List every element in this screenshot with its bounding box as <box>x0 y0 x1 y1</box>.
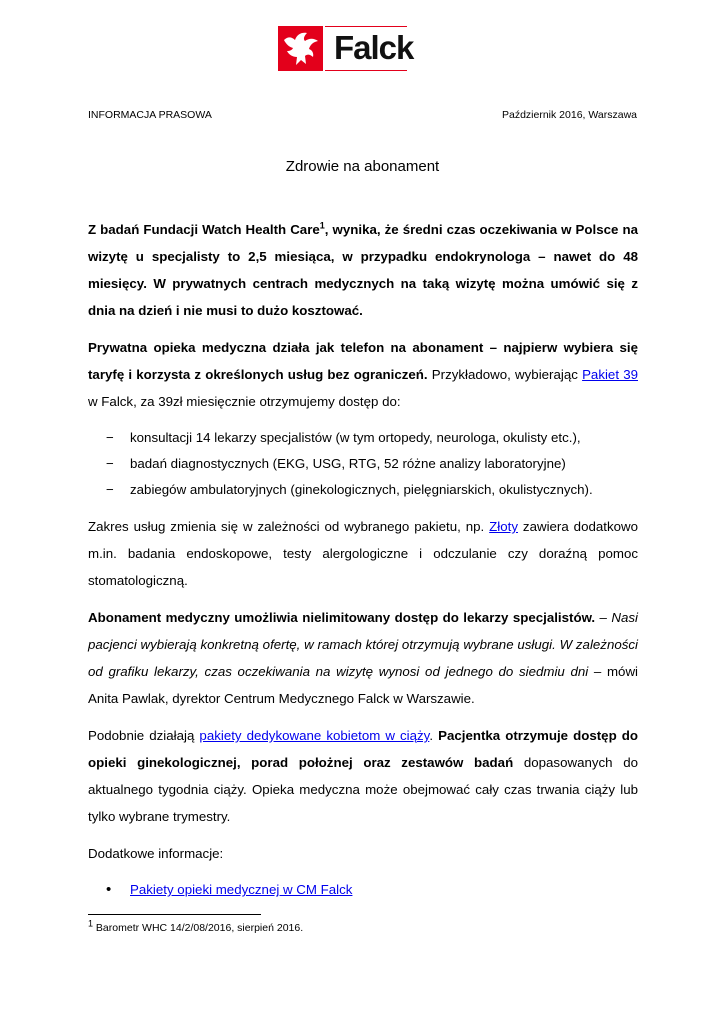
additional-links-list <box>88 877 638 903</box>
subscription-text-2: w Falck, za 39zł miesięcznie otrzymujemy dostęp do: <box>88 394 401 409</box>
footnote-ref[interactable]: 1 <box>319 220 325 231</box>
paragraph-subscription <box>88 334 638 415</box>
footnote-text: Barometr WHC 14/2/08/2016, sierpień 2016. <box>93 922 304 934</box>
list-item-text: badań diagnostycznych (EKG, USG, RTG, 52 różne analizy laboratoryjne) <box>130 456 566 471</box>
pregnancy-packages-link[interactable]: pakiety dedykowane kobietom w ciąży <box>199 728 430 743</box>
paragraph-pregnancy <box>88 722 638 830</box>
subscription-text-1: Przykładowo, wybierając <box>427 367 583 382</box>
footnote-number: 1 <box>88 918 94 929</box>
scope-text-1: Zakres usług zmienia się w zależności od wybranego pakietu, np. <box>88 519 490 534</box>
intro-text-b: , wynika, że średni czas oczekiwania w Polsce na wizytę u specjalisty to 2,5 miesiąca, w przypadku endokrynologa – nawet do 48 miesięcy. W prywatnych centrach medycznych na taką wizytę można umówić się z dnia na dzień i nie musi to dużo kosztować. <box>88 222 638 318</box>
quote-bold: Abonament medyczny umożliwia nielimitowany dostęp do lekarzy specjalistów. <box>88 610 596 625</box>
footnote <box>88 918 304 934</box>
bullet-marker: • <box>106 881 112 898</box>
logo-wordmark: Falck <box>334 29 414 66</box>
list-item-text: konsultacji 14 lekarzy specjalistów (w tym ortopedy, neurologa, okulisty etc.), <box>130 430 581 445</box>
zloty-link[interactable]: Złoty <box>489 519 518 534</box>
logo-bottom-line <box>325 70 407 71</box>
paragraph-intro <box>88 216 638 324</box>
intro-text-a: Z badań Fundacji Watch Health Care <box>88 222 320 237</box>
date-location: Październik 2016, Warszawa <box>501 109 637 121</box>
additional-info-heading: Dodatkowe informacje: <box>88 846 224 861</box>
document-body <box>88 216 638 903</box>
services-list <box>88 425 638 503</box>
dash-marker: − <box>106 430 114 445</box>
quote-italic: Nasi pacjenci wybierają konkretną ofertę, w ramach której otrzymują wybrane usługi. W zależności od grafiku lekarzy, czas oczekiwania na wizytę wynosi od jednego do siedmiu dni <box>88 610 638 679</box>
press-release-label: INFORMACJA PRASOWA <box>88 109 212 121</box>
list-item <box>88 451 638 477</box>
pregnancy-text-2: . <box>429 728 439 743</box>
list-item <box>88 877 638 903</box>
pregnancy-text-1: Podobnie działają <box>88 728 200 743</box>
list-item <box>88 425 638 451</box>
quote-dash: – <box>595 610 612 625</box>
scope-text-2: zawiera dodatkowo m.in. badania endoskopowe, testy alergologiczne i odczulanie czy doraźną pomoc stomatologiczną. <box>88 519 639 588</box>
dash-marker: − <box>106 456 114 471</box>
paragraph-scope <box>88 513 638 594</box>
subscription-bold: Prywatna opieka medyczna działa jak telefon na abonament – najpierw wybiera się taryfę i korzysta z określonych usług bez ograniczeń. <box>88 340 638 382</box>
paragraph-quote <box>88 604 638 712</box>
medical-packages-link[interactable]: Pakiety opieki medycznej w CM Falck <box>130 882 353 897</box>
list-item <box>88 477 638 503</box>
falck-logo <box>278 22 414 74</box>
pregnancy-bold: Pacjentka otrzymuje dostęp do opieki ginekologicznej, porad położnej oraz zestawów badań <box>88 728 638 770</box>
footnote-separator <box>88 914 261 915</box>
pregnancy-text-3: dopasowanych do aktualnego tygodnia ciąży. Opieka medyczna może obejmować cały czas trwania ciąży lub tylko wybrane trymestry. <box>88 755 639 824</box>
logo-top-line <box>325 26 407 27</box>
quote-attribution: – mówi Anita Pawlak, dyrektor Centrum Medycznego Falck w Warszawie. <box>88 664 639 706</box>
dash-marker: − <box>106 482 114 497</box>
list-item-text: zabiegów ambulatoryjnych (ginekologicznych, pielęgniarskich, okulistycznych). <box>130 482 593 497</box>
falck-eagle-icon <box>278 26 323 71</box>
document-title: Zdrowie na abonament <box>285 158 440 175</box>
pakiet-39-link[interactable]: Pakiet 39 <box>582 367 638 382</box>
